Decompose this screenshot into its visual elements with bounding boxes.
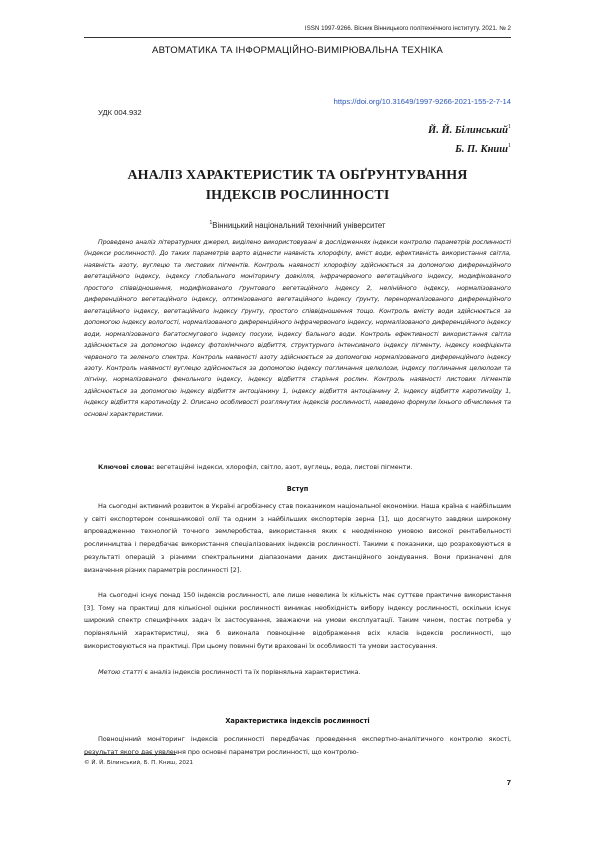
author-2 [455, 143, 511, 155]
author-name: Й. Й. Білинський [428, 125, 508, 136]
goal-label: Метою статті [98, 668, 143, 676]
article-title-line-1: АНАЛІЗ ХАРАКТЕРИСТИК ТА ОБҐРУНТУВАННЯ [127, 168, 468, 183]
journal-issn-header: ISSN 1997-9266. Вісник Вінницького політехнічного інституту. 2021. № 2 [304, 25, 511, 32]
author-name: Б. П. Книш [455, 144, 508, 155]
author-affiliation-mark: 1 [508, 143, 511, 149]
affiliation-mark: 1 [209, 220, 213, 226]
doi-link[interactable]: https://doi.org/10.31649/1997-9266-2021-155-2-7-14 [333, 97, 511, 106]
affiliation [84, 220, 511, 230]
keywords-list: вегетаційні індекси, хлорофіл, світло, азот, вуглець, вода, листові пігменти. [156, 464, 413, 471]
affiliation-name: Вінницький національний технічний університет [212, 221, 386, 230]
abstract: Проведено аналіз літературних джерел, виділено використовувані в дослідженнях індекси контролю параметрів рослинності (індекси рослинності). До таких параметрів варто віднести наявність хлорофілу, вміст води, ефективність використання світла, наявність азоту, вуглецю та листових пігментів. Контроль наявності хлорофілу здійснюється за допомогою диференційного вегетаційного індексу, індексу глобального моніторингу довкілля, інфрачервоного вегетаційного індексу, модифікованого простого співвідношення, модифікованого ґрунтового вегетаційного індексу 2, нелінійного індексу, нормалізованого диференційного вегетаційного індексу, оптимізованого вегетаційного індексу ґрунту, перенормалізованого диференційного вегетаційного індексу, вегетаційного індексу ґрунту, простого співвідношення тощо. Контроль вмісту води здійснюється за допомогою індексу вологості, нормалізованого диференційного інфрачервоного індексу, нормалізованого диференційного індексу води, нормалізованого багатосмугового індексу посухи, індексу бального води. Контроль ефективності використання світла здійснюється за допомогою індексу фотохімічного відбиття, структурного інтенсивного індексу пігменту, індексу коефіцієнта червоного та зеленого спектра. Контроль наявності азоту здійснюється за допомогою нормалізованого диференційного індексу азоту. Контроль наявності вуглецю здійснюється за допомогою індексу поглинання целюлози, індексу поглинання целюлози та лігніну, нормалізованого фенольного індексу, індексу відбиття старіння рослин. Контроль наявності листових пігментів здійснюється за допомогою індексу відбиття антоціанину 1, індексу відбиття антоціанину 2, індексу відбиття каротиноїду 1, індексу відбиття каротиноїду 2. Описано особливості розглянутих індексів рослинності, наведено формули їхнього обчислення та основні характеристики. [84, 239, 511, 418]
goal-text: є аналіз індексів рослинності та їх порівняльна характеристика. [142, 668, 361, 676]
author-affiliation-mark: 1 [508, 124, 511, 130]
journal-section-title: АВТОМАТИКА ТА ІНФОРМАЦІЙНО-ВИМІРЮВАЛЬНА ТЕХНІКА [152, 45, 443, 56]
goal-paragraph [84, 666, 511, 679]
article-title-line-2: ІНДЕКСІВ РОСЛИННОСТІ [205, 188, 390, 203]
body-paragraph: Повноцінний моніторинг індексів рослинності передбачає проведення експертно-аналітичного контролю якості, результат якого дає уявлення про основні параметри рослинності, що контролю- [84, 735, 511, 756]
udk-code: УДК 004.932 [98, 108, 142, 117]
copyright-footnote: © Й. Й. Білинський, Б. П. Книш, 2021 [84, 760, 194, 766]
footnote-divider [84, 754, 176, 755]
body-paragraph: На сьогодні існує понад 150 індексів рослинності, але лише невелика їх кількість має суттєве практичне використання [3]. Тому на практиці для кількісної оцінки рослинності виникає необхідність вибору індексу рослинності, оскільки існує широкий спектр специфічних задач їх застосування, зважаючи на умови експлуатації. Таким чином, постає потреба у порівняльній характеристиці, яка б виконала повноцінне відображення всіх класів індексів рослинності, що використовуються на практиці. При цьому повинні бути враховані їх особливості та умови застосування. [84, 591, 511, 650]
author-1 [428, 124, 511, 136]
article-title [84, 166, 511, 206]
keywords-label: Ключові слова: [98, 464, 155, 471]
keywords [98, 462, 511, 473]
section-heading-indices: Характеристика індексів рослинності [225, 717, 370, 725]
page-number: 7 [506, 778, 511, 787]
header-divider [84, 37, 511, 38]
section-heading-intro: Вступ [286, 485, 309, 493]
body-paragraph: На сьогодні активний розвиток в Україні агробізнесу став показником національної економіки. Наша країна є найбільшим у світі експортером соняшникової олії та одним з найбільших експортерів зерна [1], що досягнуто завдяки широкому впровадженню технологій точного землеробства, використання яких є неодмінною умовою високої рентабельності рослинництва і передбачає використання спеціалізованих індексів рослинності. Такими є показники, що розраховуються в результаті операцій з різними спектральними діапазонами даних дистанційного зондування. Вони призначені для визначення різних параметрів рослинності [2]. [84, 502, 511, 574]
